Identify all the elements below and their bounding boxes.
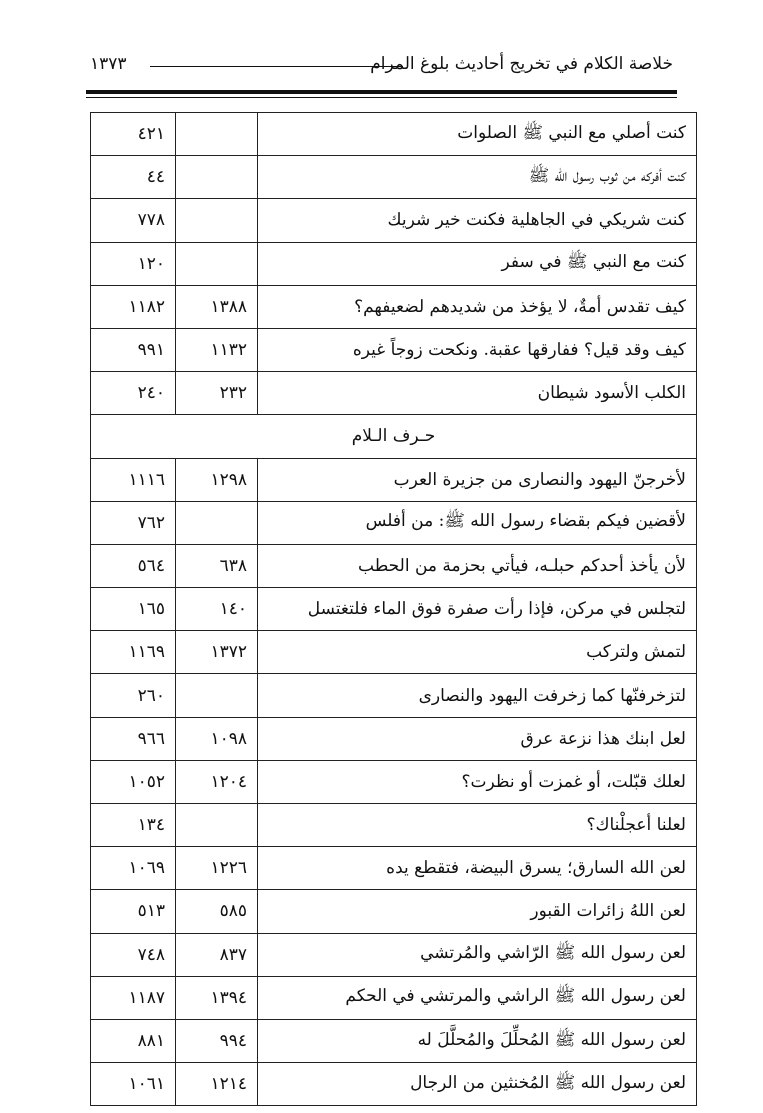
table-row (91, 717, 697, 760)
page-number: ١٣٧٣ (90, 54, 127, 74)
hadith-text: كنت أصلي مع النبي ﷺ الصلوات (258, 113, 697, 156)
table-row (91, 1063, 697, 1106)
reference-number-1: ١٣٧٢ (176, 631, 258, 674)
hadith-text: لأقضين فيكم بقضاء رسول الله ﷺ: من أفلس (258, 501, 697, 544)
table-row (91, 674, 697, 717)
reference-number-1 (176, 501, 258, 544)
header-divider-thick (86, 90, 677, 94)
table-row (91, 804, 697, 847)
reference-number-2: ١١٨٢ (91, 285, 176, 328)
reference-number-2: ٢٦٠ (91, 674, 176, 717)
header-rule (150, 66, 403, 67)
table-row (91, 544, 697, 587)
page-header (90, 50, 673, 84)
table-row (91, 285, 697, 328)
index-table-body (91, 113, 697, 1106)
reference-number-2: ٧٧٨ (91, 199, 176, 242)
hadith-text: كيف تقدس أمةٌ، لا يؤخذ من شديدهم لضعيفهم؟ (258, 285, 697, 328)
reference-number-2: ٧٤٨ (91, 933, 176, 976)
reference-number-1: ١٤٠ (176, 588, 258, 631)
hadith-text: لتمش ولتركب (258, 631, 697, 674)
running-title: خلاصة الكلام في تخريج أحاديث بلوغ المرام (370, 54, 673, 74)
hadith-index-table (90, 112, 697, 1106)
reference-number-1: ٩٩٤ (176, 1019, 258, 1062)
hadith-text: الكلب الأسود شيطان (258, 372, 697, 415)
table-row (91, 199, 697, 242)
table-row (91, 933, 697, 976)
reference-number-2: ١١٦٩ (91, 631, 176, 674)
reference-number-1: ١٢٠٤ (176, 760, 258, 803)
reference-number-2: ١٢٠ (91, 242, 176, 285)
table-row (91, 156, 697, 199)
reference-number-1 (176, 199, 258, 242)
table-row (91, 890, 697, 933)
hadith-text: لأن يأخذ أحدكم حبلـه، فيأتي بحزمة من الحطب (258, 544, 697, 587)
reference-number-2: ٩٦٦ (91, 717, 176, 760)
reference-number-2: ٩٩١ (91, 328, 176, 371)
table-row (91, 458, 697, 501)
table-row (91, 847, 697, 890)
hadith-text: لعلك قبّلت، أو غمزت أو نظرت؟ (258, 760, 697, 803)
reference-number-1 (176, 674, 258, 717)
reference-number-2: ١٣٤ (91, 804, 176, 847)
reference-number-1: ١٢٩٨ (176, 458, 258, 501)
reference-number-1: ١٣٩٤ (176, 976, 258, 1019)
hadith-text: لعل ابنك هذا نزعة عرق (258, 717, 697, 760)
reference-number-2: ٤٢١ (91, 113, 176, 156)
hadith-text: لعن رسول الله ﷺ الرّاشي والمُرتشي (258, 933, 697, 976)
reference-number-1: ١٠٩٨ (176, 717, 258, 760)
hadith-text: لعن الله السارق؛ يسرق البيضة، فتقطع يده (258, 847, 697, 890)
reference-number-2: ١١٨٧ (91, 976, 176, 1019)
table-row (91, 760, 697, 803)
hadith-text: كنت أفركه من ثوب رسول الله ﷺ (258, 156, 697, 199)
table-row (91, 631, 697, 674)
table-row (91, 113, 697, 156)
hadith-text: لعلنا أعجلْناك؟ (258, 804, 697, 847)
table-row (91, 976, 697, 1019)
reference-number-2: ٤٤ (91, 156, 176, 199)
reference-number-2: ٧٦٢ (91, 501, 176, 544)
hadith-text: لعن رسول الله ﷺ المُخنثين من الرجال (258, 1063, 697, 1106)
reference-number-1 (176, 113, 258, 156)
hadith-text: كنت شريكي في الجاهلية فكنت خير شريك (258, 199, 697, 242)
hadith-text: كنت مع النبي ﷺ في سفر (258, 242, 697, 285)
reference-number-2: ٢٤٠ (91, 372, 176, 415)
table-row (91, 588, 697, 631)
hadith-text: لتزخرفنّها كما زخرفت اليهود والنصارى (258, 674, 697, 717)
reference-number-2: ٥٦٤ (91, 544, 176, 587)
reference-number-2: ١٠٥٢ (91, 760, 176, 803)
reference-number-1: ٦٣٨ (176, 544, 258, 587)
reference-number-2: ٥١٣ (91, 890, 176, 933)
hadith-text: لتجلس في مركن، فإذا رأت صفرة فوق الماء فلتغتسل (258, 588, 697, 631)
table-row (91, 1019, 697, 1062)
reference-number-2: ١٠٦١ (91, 1063, 176, 1106)
reference-number-1: ١٢١٤ (176, 1063, 258, 1106)
header-divider-thin (86, 97, 677, 98)
reference-number-1: ٢٣٢ (176, 372, 258, 415)
reference-number-2: ١٠٦٩ (91, 847, 176, 890)
reference-number-2: ١١١٦ (91, 458, 176, 501)
reference-number-1 (176, 156, 258, 199)
reference-number-1 (176, 242, 258, 285)
reference-number-1: ٥٨٥ (176, 890, 258, 933)
table-row (91, 242, 697, 285)
table-row (91, 501, 697, 544)
reference-number-1: ١٢٢٦ (176, 847, 258, 890)
reference-number-1: ١٣٨٨ (176, 285, 258, 328)
reference-number-2: ٨٨١ (91, 1019, 176, 1062)
hadith-text: لعن رسول الله ﷺ المُحلِّلَ والمُحلَّلَ له (258, 1019, 697, 1062)
reference-number-2: ١٦٥ (91, 588, 176, 631)
section-heading-row (91, 415, 697, 458)
reference-number-1 (176, 804, 258, 847)
table-row (91, 328, 697, 371)
table-row (91, 372, 697, 415)
section-heading: حـرف الـلام (91, 415, 697, 458)
hadith-text: لعن رسول الله ﷺ الراشي والمرتشي في الحكم (258, 976, 697, 1019)
reference-number-1: ٨٣٧ (176, 933, 258, 976)
hadith-text: لأخرجنّ اليهود والنصارى من جزيرة العرب (258, 458, 697, 501)
hadith-text: لعن اللهُ زائرات القبور (258, 890, 697, 933)
hadith-text: كيف وقد قيل؟ ففارقها عقبة. ونكحت زوجاً غيره (258, 328, 697, 371)
reference-number-1: ١١٣٢ (176, 328, 258, 371)
